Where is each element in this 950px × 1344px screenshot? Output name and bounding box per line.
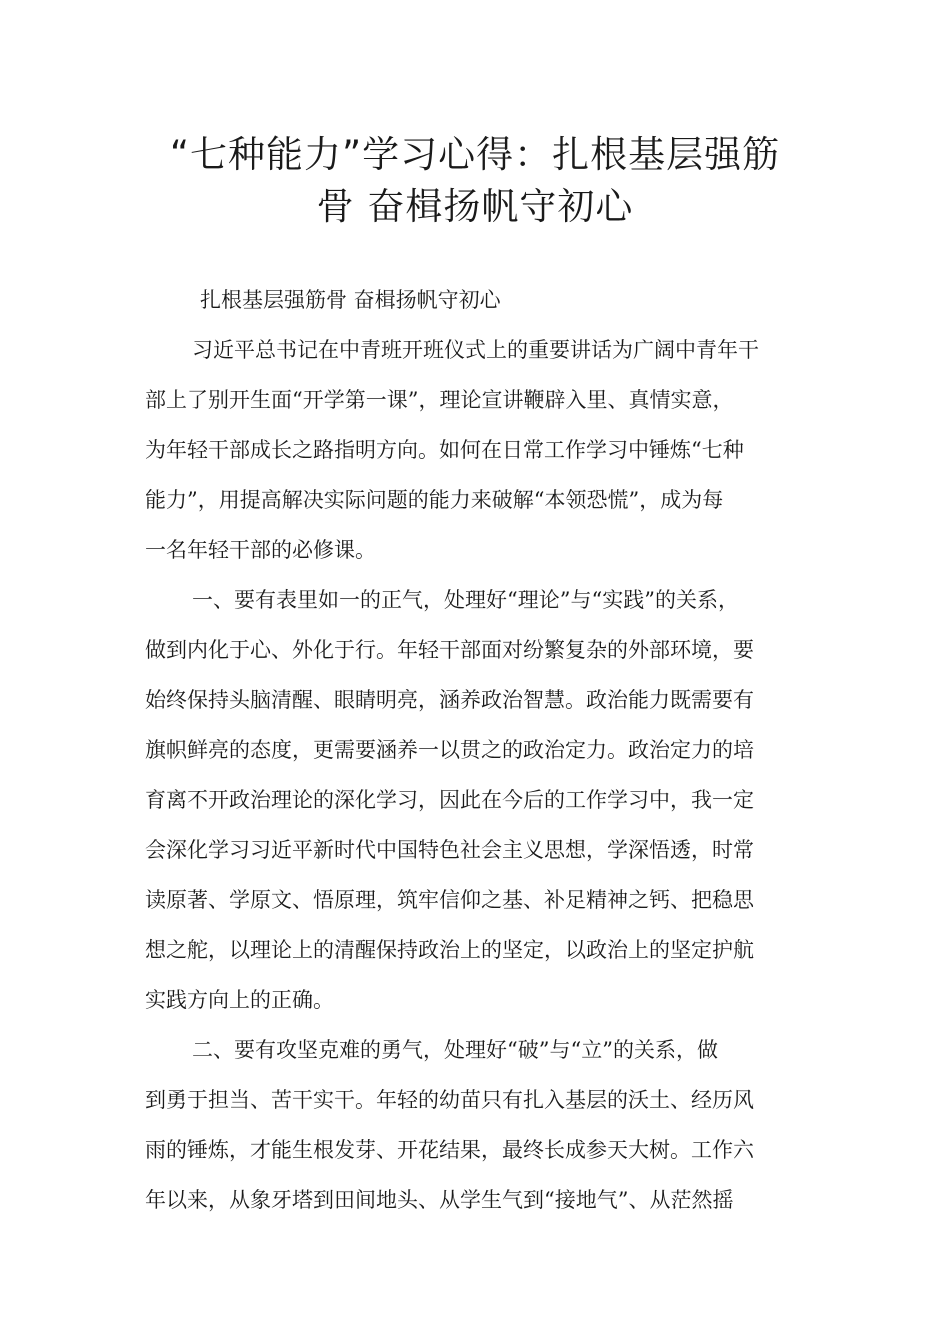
paragraph-line: 二、要有攻坚克难的勇气，处理好“破”与“立”的关系，做	[192, 1038, 718, 1062]
paragraph-line: 雨的锤炼，才能生根发芽、开花结果，最终长成参天大树。工作六	[145, 1138, 754, 1162]
paragraph-line: 育离不开政治理论的深化学习，因此在今后的工作学习中，我一定	[145, 788, 754, 812]
paragraph-line: 到勇于担当、苦干实干。年轻的幼苗只有扎入基层的沃土、经历风	[145, 1088, 754, 1112]
document-subtitle: 扎根基层强筋骨 奋楫扬帆守初心	[200, 288, 501, 312]
paragraph-line: 读原著、学原文、悟原理，筑牢信仰之基、补足精神之钙、把稳思	[145, 888, 754, 912]
document-title-line-2: 骨 奋楫扬帆守初心	[316, 185, 634, 228]
document-title-line-1: “七种能力”学习心得：扎根基层强筋	[169, 133, 781, 176]
paragraph-line: 习近平总书记在中青班开班仪式上的重要讲话为广阔中青年干	[192, 338, 759, 362]
paragraph-line: 为年轻干部成长之路指明方向。如何在日常工作学习中锤炼“七种	[145, 438, 744, 462]
paragraph-line: 年以来，从象牙塔到田间地头、从学生气到“接地气”、从茫然摇	[145, 1188, 734, 1212]
paragraph-line: 想之舵，以理论上的清醒保持政治上的坚定，以政治上的坚定护航	[145, 938, 754, 962]
paragraph-line: 始终保持头脑清醒、眼睛明亮，涵养政治智慧。政治能力既需要有	[145, 688, 754, 712]
paragraph-line: 一、要有表里如一的正气，处理好“理论”与“实践”的关系，	[192, 588, 739, 612]
paragraph-line: 部上了别开生面“开学第一课”，理论宣讲鞭辟入里、真情实意，	[145, 388, 734, 412]
paragraph-line: 做到内化于心、外化于行。年轻干部面对纷繁复杂的外部环境，要	[145, 638, 754, 662]
paragraph-line: 能力”，用提高解决实际问题的能力来破解“本领恐慌”，成为每	[145, 488, 724, 512]
paragraph-line: 实践方向上的正确。	[145, 988, 334, 1012]
paragraph-line: 会深化学习习近平新时代中国特色社会主义思想，学深悟透，时常	[145, 838, 754, 862]
paragraph-line: 旗帜鲜亮的态度，更需要涵养一以贯之的政治定力。政治定力的培	[145, 738, 754, 762]
paragraph-line: 一名年轻干部的必修课。	[145, 538, 376, 562]
